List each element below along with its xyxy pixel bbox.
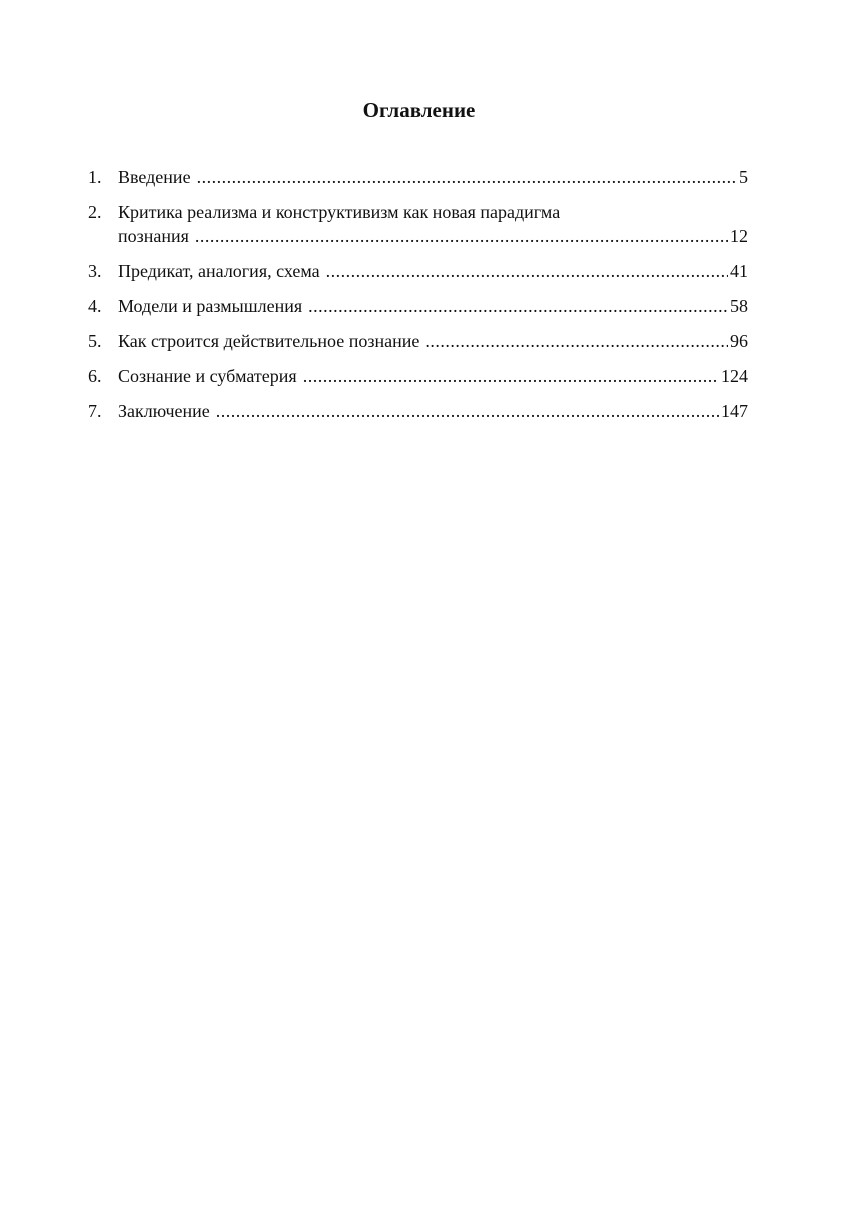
toc-entry-number: 1. bbox=[88, 167, 102, 187]
toc-entry[interactable] bbox=[88, 294, 748, 318]
toc-entry-body bbox=[118, 294, 748, 318]
toc-entry-body bbox=[118, 364, 748, 388]
toc-entry-body bbox=[118, 329, 748, 353]
toc-entry-line bbox=[118, 294, 748, 318]
toc-dot-leader bbox=[425, 329, 728, 353]
toc-dot-leader bbox=[308, 294, 728, 318]
toc-page-number: 12 bbox=[730, 226, 748, 246]
toc-entry-number: 2. bbox=[88, 202, 102, 222]
toc-entry-number: 6. bbox=[88, 366, 102, 386]
toc-entry-number: 4. bbox=[88, 296, 102, 316]
toc-entry-line bbox=[118, 224, 748, 248]
toc-entry-line bbox=[118, 259, 748, 283]
toc-dot-leader bbox=[195, 224, 728, 248]
toc-entry-number: 7. bbox=[88, 401, 102, 421]
toc-dot-leader bbox=[326, 259, 728, 283]
toc-entry-line bbox=[118, 329, 748, 353]
toc-entry-title: Введение bbox=[118, 167, 191, 187]
toc-entry[interactable] bbox=[88, 329, 748, 353]
toc-entry-body bbox=[118, 165, 748, 189]
toc-dot-leader bbox=[216, 399, 719, 423]
table-of-contents bbox=[88, 165, 748, 434]
toc-entry-body bbox=[118, 399, 748, 423]
toc-entry-title: Модели и размышления bbox=[118, 296, 303, 316]
toc-entry-body bbox=[118, 259, 748, 283]
toc-page-number: 96 bbox=[730, 331, 748, 351]
toc-entry-number: 3. bbox=[88, 261, 102, 281]
toc-entry-line bbox=[118, 165, 748, 189]
toc-page-number: 41 bbox=[730, 261, 748, 281]
toc-entry-line bbox=[118, 364, 748, 388]
toc-entry-title: Предикат, аналогия, схема bbox=[118, 261, 320, 281]
toc-page-number: 124 bbox=[721, 366, 748, 386]
toc-entry-title: познания bbox=[118, 226, 189, 246]
page-title: Оглавление bbox=[362, 98, 476, 122]
toc-page-number: 5 bbox=[739, 167, 748, 187]
toc-entry[interactable] bbox=[88, 165, 748, 189]
toc-page-number: 58 bbox=[730, 296, 748, 316]
toc-entry-title: Заключение bbox=[118, 401, 210, 421]
toc-entry-title-line: Критика реализма и конструктивизм как новая парадигма bbox=[118, 202, 561, 222]
toc-page-number: 147 bbox=[721, 401, 748, 421]
toc-entry[interactable] bbox=[88, 200, 748, 248]
toc-entry[interactable] bbox=[88, 399, 748, 423]
toc-dot-leader bbox=[197, 165, 737, 189]
toc-entry-title: Как строится действительное познание bbox=[118, 331, 420, 351]
toc-dot-leader bbox=[303, 364, 719, 388]
toc-entry-title: Сознание и субматерия bbox=[118, 366, 297, 386]
toc-entry[interactable] bbox=[88, 364, 748, 388]
toc-entry-number: 5. bbox=[88, 331, 102, 351]
toc-entry-line bbox=[118, 399, 748, 423]
toc-entry-body bbox=[118, 200, 748, 248]
toc-entry[interactable] bbox=[88, 259, 748, 283]
